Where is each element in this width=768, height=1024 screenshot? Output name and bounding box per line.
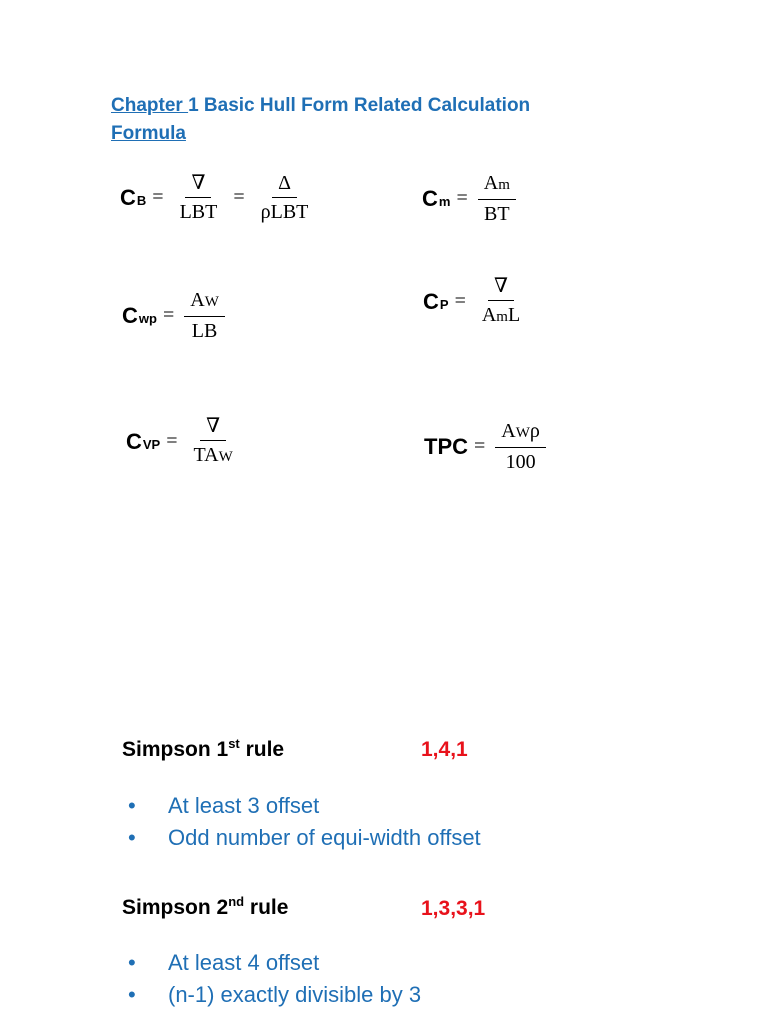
numerator bbox=[478, 170, 516, 200]
numerator-sub: W bbox=[204, 294, 219, 310]
formula-cm-symbol: C bbox=[422, 185, 438, 211]
bullet-icon: • bbox=[128, 825, 136, 850]
formula-cvp-subscript: VP bbox=[142, 436, 161, 452]
denominator bbox=[476, 301, 526, 330]
list-item bbox=[128, 979, 421, 1011]
formula-cp-symbol: C bbox=[423, 288, 439, 314]
fraction bbox=[180, 287, 229, 344]
formula-vertical-prismatic-coefficient bbox=[126, 413, 243, 470]
bullet-icon: • bbox=[128, 950, 136, 975]
formula-cvp-lhs bbox=[126, 429, 160, 455]
fraction bbox=[251, 170, 319, 225]
formula-midship-coefficient bbox=[422, 170, 520, 227]
fraction bbox=[474, 170, 520, 227]
denominator: ρLBT bbox=[260, 201, 309, 223]
numerator: ∇ bbox=[488, 273, 514, 301]
equals-sign: = bbox=[474, 435, 486, 457]
title-chapter-word: Chapter bbox=[111, 95, 189, 116]
rule-heading-text: Simpson 2 bbox=[122, 896, 229, 919]
denominator-sub: m bbox=[496, 309, 508, 325]
denominator: LB bbox=[191, 320, 218, 342]
formula-block-coefficient bbox=[120, 170, 318, 225]
list-item-text: At least 4 offset bbox=[168, 950, 320, 975]
rule-heading-tail: rule bbox=[239, 738, 285, 761]
formula-prismatic-coefficient bbox=[423, 273, 530, 330]
denominator: LBT bbox=[179, 201, 218, 223]
list-item-text: (n-1) exactly divisible by 3 bbox=[168, 982, 422, 1007]
numerator-tail: ρ bbox=[529, 420, 540, 442]
denominator-main: TA bbox=[193, 444, 219, 466]
list-item bbox=[128, 822, 481, 854]
list-item bbox=[128, 790, 481, 822]
numerator bbox=[495, 418, 546, 448]
formula-cb-subscript: B bbox=[136, 192, 147, 208]
formula-cwp-lhs bbox=[122, 303, 157, 329]
formula-tpc-lhs bbox=[424, 434, 468, 460]
formula-cvp-symbol: C bbox=[126, 428, 142, 454]
list-item bbox=[128, 947, 421, 979]
numerator-main: A bbox=[483, 172, 499, 194]
formula-cm-subscript: m bbox=[438, 193, 451, 209]
bullet-icon: • bbox=[128, 982, 136, 1007]
simpson-first-rule-multipliers: 1,4,1 bbox=[421, 738, 468, 761]
denominator-tail: L bbox=[507, 304, 521, 326]
page-title bbox=[111, 92, 581, 148]
formula-cp-subscript: P bbox=[439, 296, 449, 312]
formula-tonnes-per-centimetre bbox=[424, 418, 550, 475]
simpson-first-rule-list bbox=[128, 790, 481, 854]
equals-sign: = bbox=[233, 186, 245, 208]
formula-cm-lhs bbox=[422, 186, 450, 212]
rule-heading-text: Simpson 1 bbox=[122, 738, 229, 761]
denominator-main: A bbox=[481, 304, 497, 326]
fraction bbox=[491, 418, 550, 475]
simpson-first-rule-heading bbox=[122, 736, 284, 762]
equals-sign: = bbox=[152, 186, 164, 208]
simpson-second-rule-heading bbox=[122, 894, 288, 920]
simpson-second-rule-multipliers: 1,3,3,1 bbox=[421, 897, 486, 920]
numerator: Δ bbox=[272, 170, 297, 198]
numerator-sub: W bbox=[515, 425, 530, 441]
numerator: ∇ bbox=[200, 413, 226, 441]
rule-heading-tail: rule bbox=[244, 896, 289, 919]
fraction bbox=[184, 413, 243, 470]
equals-sign: = bbox=[456, 187, 468, 209]
denominator: BT bbox=[484, 203, 510, 225]
title-main: 1 Basic Hull Form Related Calculation bbox=[188, 95, 531, 116]
formula-tpc-symbol: TPC bbox=[424, 433, 468, 459]
numerator-main: A bbox=[501, 420, 516, 442]
formula-cwp-subscript: wp bbox=[138, 310, 157, 326]
list-item-text: Odd number of equi-width offset bbox=[168, 825, 481, 850]
denominator: 100 bbox=[505, 451, 536, 473]
equals-sign: = bbox=[166, 430, 178, 452]
formula-cb-lhs bbox=[120, 185, 146, 211]
denominator-sub: W bbox=[218, 449, 233, 465]
numerator-sub: m bbox=[498, 177, 510, 193]
equals-sign: = bbox=[454, 290, 466, 312]
simpson-second-rule-list bbox=[128, 947, 421, 1011]
rule-heading-ordinal: nd bbox=[228, 894, 245, 909]
formula-waterplane-coefficient bbox=[122, 287, 229, 344]
numerator-main: A bbox=[190, 289, 205, 311]
equals-sign: = bbox=[162, 304, 175, 326]
list-item-text: At least 3 offset bbox=[168, 793, 320, 818]
rule-heading-ordinal: st bbox=[228, 736, 240, 751]
fraction bbox=[170, 170, 228, 225]
formula-cb-symbol: C bbox=[120, 184, 136, 210]
bullet-icon: • bbox=[128, 793, 136, 818]
formula-cp-lhs bbox=[423, 289, 449, 315]
denominator bbox=[188, 441, 239, 470]
numerator bbox=[184, 287, 225, 317]
numerator: ∇ bbox=[185, 170, 211, 198]
fraction bbox=[472, 273, 530, 330]
title-formula-word: Formula bbox=[111, 123, 186, 144]
formula-cwp-symbol: C bbox=[122, 302, 138, 328]
